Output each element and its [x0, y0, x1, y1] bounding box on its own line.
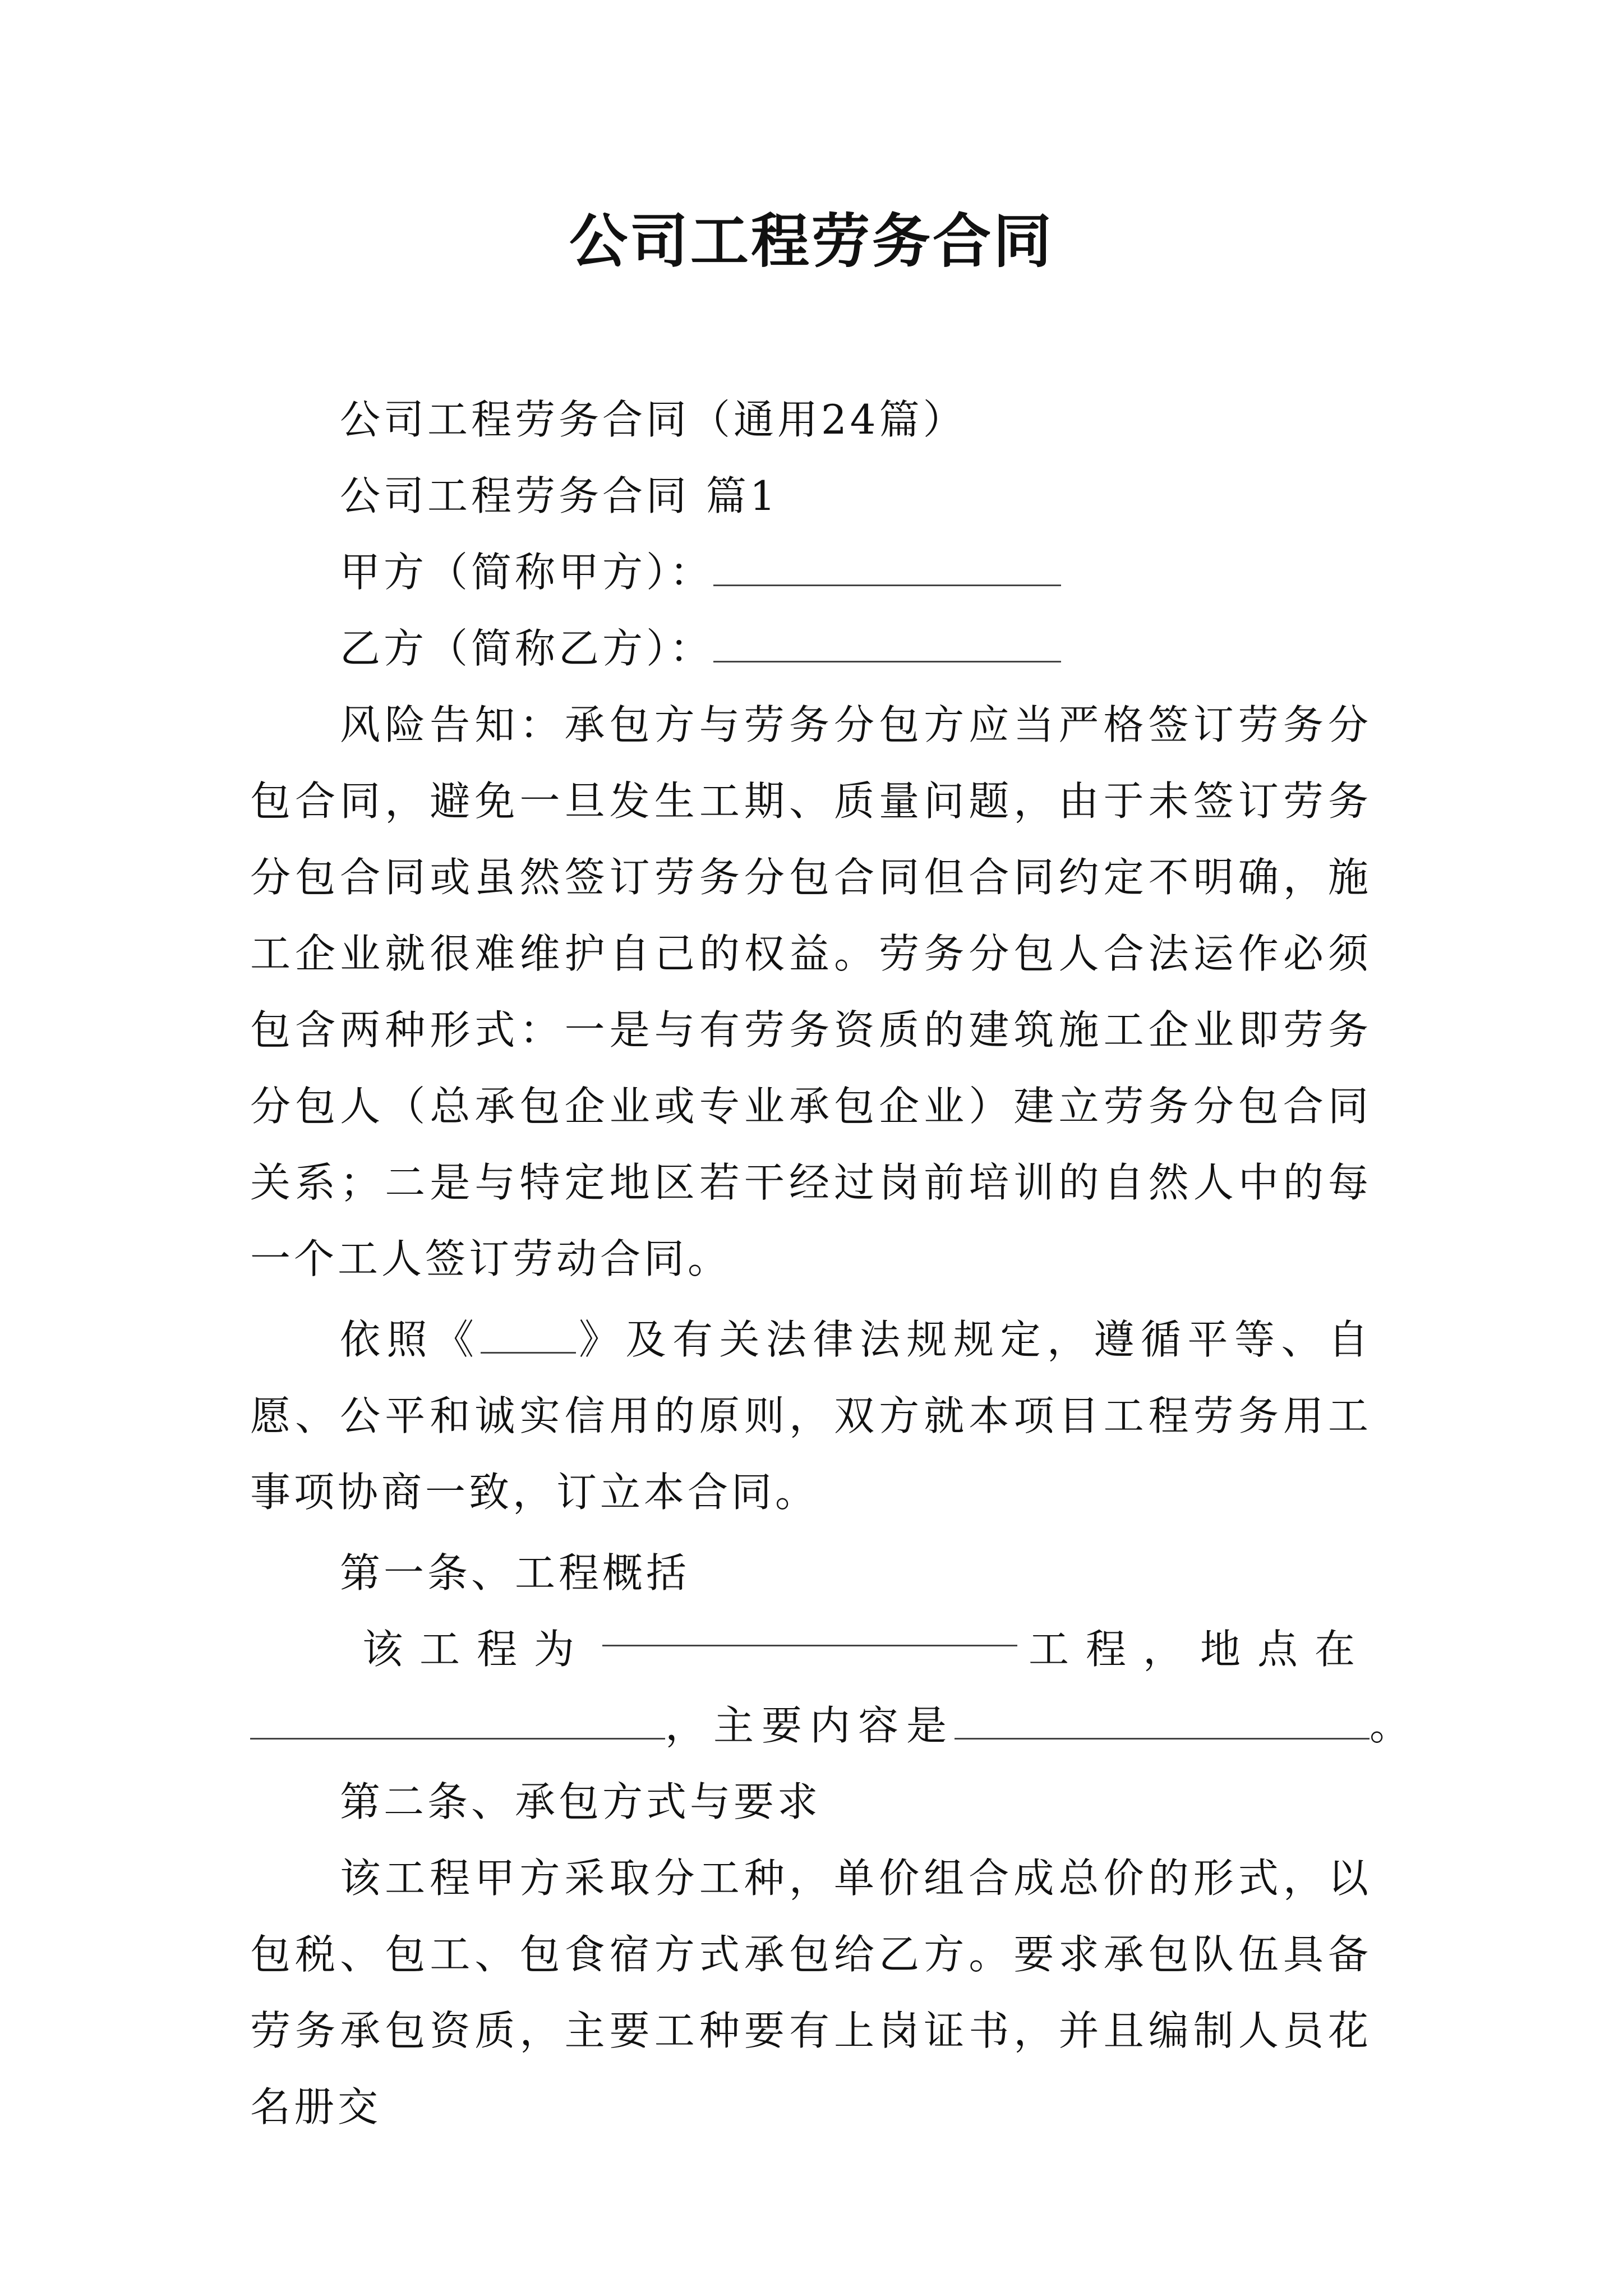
law-name-blank[interactable]	[481, 1318, 576, 1354]
article1-text-c: ，主要内容是	[665, 1702, 955, 1749]
party-b-label: 乙方（简称乙方）：	[340, 625, 714, 672]
article1-line1	[250, 1611, 1372, 1687]
basis-prefix: 依照《	[340, 1316, 481, 1363]
document-title: 公司工程劳务合同	[569, 206, 1054, 275]
article1-line2	[250, 1687, 1414, 1764]
article1-text-b: 工程，地点在	[1028, 1626, 1372, 1673]
article1-title: 第一条、工程概括	[340, 1549, 690, 1596]
article2-paragraph: 该工程甲方采取分工种，单价组合成总价的形式，以包税、包工、包食宿方式承包给乙方。要求承包队伍具备劳务承包资质，主要工种要有上岗证书，并且编制人员花名册交	[250, 1855, 1372, 2131]
location-blank[interactable]	[250, 1704, 665, 1740]
party-a-blank[interactable]	[713, 551, 1061, 586]
basis-paragraph	[250, 1301, 1372, 1530]
document-body	[250, 381, 1414, 2150]
piece-heading: 公司工程劳务合同 篇1	[340, 472, 779, 519]
party-a-label: 甲方（简称甲方）：	[340, 549, 714, 596]
party-a-line	[250, 534, 1372, 610]
party-b-line	[250, 610, 1372, 687]
document-subtitle: 公司工程劳务合同（通用24篇）	[340, 396, 967, 443]
article1-text-d: 。	[1370, 1702, 1414, 1749]
party-b-blank[interactable]	[713, 627, 1061, 662]
article1-text-a: 该工程为	[362, 1626, 592, 1673]
basis-suffix: 》及有关法律法规规定，遵循平等、自愿、公平和诚实信用的原则，双方就本项目工程劳务用工事项协商一致，订立本合同。	[250, 1316, 1372, 1516]
article2-title: 第二条、承包方式与要求	[340, 1778, 822, 1825]
risk-notice-paragraph: 风险告知：承包方与劳务分包方应当严格签订劳务分包合同，避免一旦发生工期、质量问题，由于未签订劳务分包合同或虽然签订劳务分包合同但合同约定不明确，施工企业就很难维护自己的权益。劳务分包人合法运作必须包含两种形式：一是与有劳务资质的建筑施工企业即劳务分包人（总承包企业或专业承包企业）建立劳务分包合同关系；二是与特定地区若干经过岗前培训的自然人中的每一个工人签订劳动合同。	[250, 701, 1372, 1282]
main-content-blank[interactable]	[955, 1704, 1370, 1740]
project-name-blank[interactable]	[602, 1611, 1017, 1646]
